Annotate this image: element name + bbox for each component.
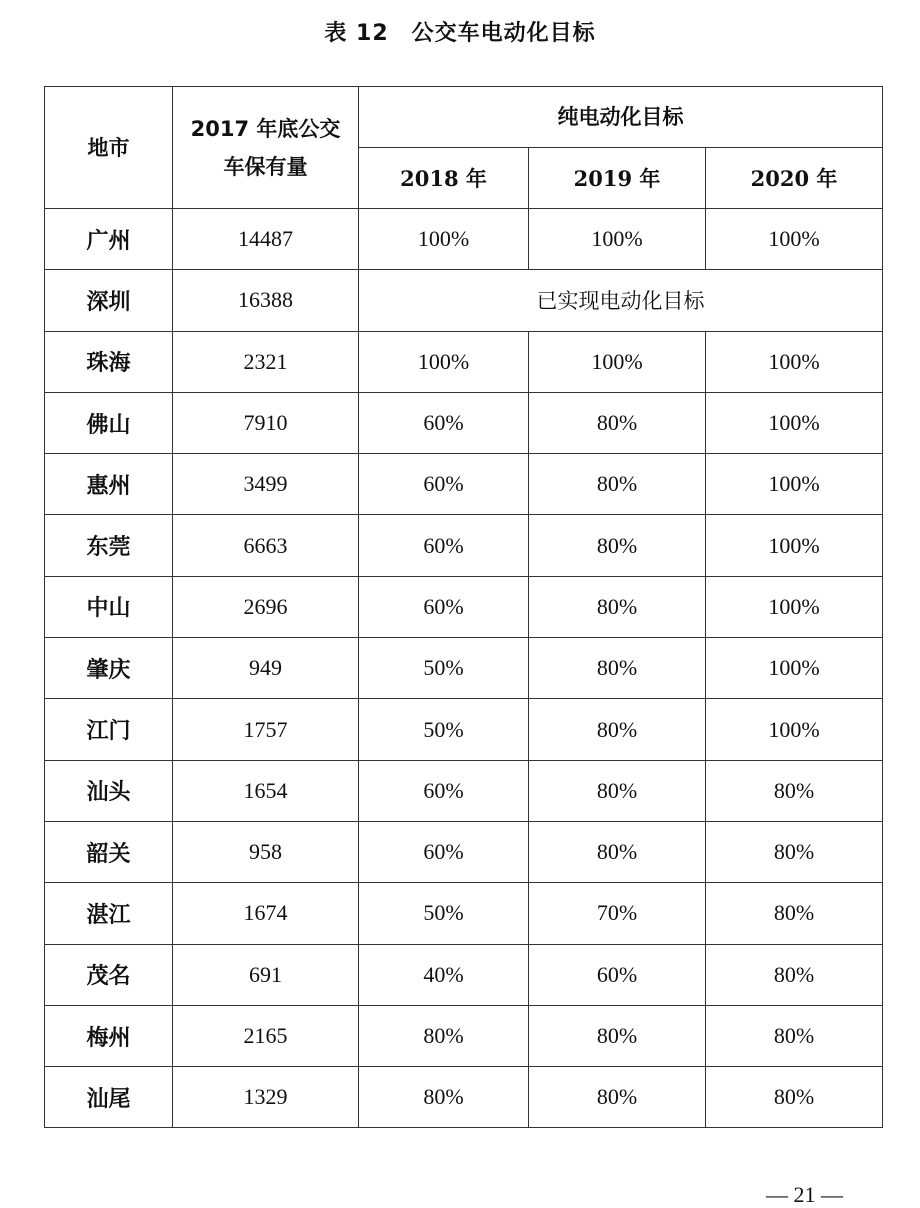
- target-2018-cell: 60%: [359, 576, 529, 637]
- fleet-cell: 14487: [173, 209, 359, 270]
- target-2018-cell: 50%: [359, 638, 529, 699]
- target-2019-cell: 100%: [529, 331, 706, 392]
- target-2020-cell: 100%: [706, 576, 883, 637]
- target-2020-cell: 100%: [706, 209, 883, 270]
- fleet-cell: 2165: [173, 1005, 359, 1066]
- target-2018-cell: 60%: [359, 760, 529, 821]
- header-year-2019: 2019 年: [529, 148, 706, 209]
- target-2020-cell: 80%: [706, 1005, 883, 1066]
- header-fleet-line1: 2017 年底公交: [190, 116, 341, 141]
- bus-electrification-table: [44, 86, 883, 1128]
- fleet-cell: 2696: [173, 576, 359, 637]
- header-fleet-2017: [173, 87, 359, 209]
- city-cell: 江门: [45, 699, 173, 760]
- fleet-cell: 3499: [173, 454, 359, 515]
- fleet-cell: 7910: [173, 392, 359, 453]
- city-cell: 湛江: [45, 883, 173, 944]
- target-2020-cell: 80%: [706, 1067, 883, 1128]
- table-row: [45, 392, 883, 453]
- target-2018-cell: 80%: [359, 1067, 529, 1128]
- fleet-cell: 6663: [173, 515, 359, 576]
- table-row: [45, 1005, 883, 1066]
- table-row: [45, 944, 883, 1005]
- target-2019-cell: 70%: [529, 883, 706, 944]
- fleet-cell: 1654: [173, 760, 359, 821]
- merged-note-cell: 已实现电动化目标: [359, 270, 883, 331]
- table-row: [45, 576, 883, 637]
- target-2019-cell: 80%: [529, 576, 706, 637]
- table-row: [45, 454, 883, 515]
- target-2018-cell: 50%: [359, 699, 529, 760]
- header-year-2018: 2018 年: [359, 148, 529, 209]
- target-2018-cell: 40%: [359, 944, 529, 1005]
- table-row: [45, 209, 883, 270]
- target-2018-cell: 100%: [359, 209, 529, 270]
- city-cell: 中山: [45, 576, 173, 637]
- table-row: [45, 699, 883, 760]
- city-cell: 汕头: [45, 760, 173, 821]
- table-row: [45, 883, 883, 944]
- city-cell: 梅州: [45, 1005, 173, 1066]
- target-2018-cell: 100%: [359, 331, 529, 392]
- target-2019-cell: 80%: [529, 1067, 706, 1128]
- fleet-cell: 1674: [173, 883, 359, 944]
- target-2019-cell: 80%: [529, 699, 706, 760]
- table-row: [45, 821, 883, 882]
- table-row: [45, 638, 883, 699]
- target-2020-cell: 100%: [706, 392, 883, 453]
- target-2020-cell: 100%: [706, 331, 883, 392]
- target-2020-cell: 100%: [706, 699, 883, 760]
- city-cell: 惠州: [45, 454, 173, 515]
- header-city: 地市: [45, 87, 173, 209]
- target-2019-cell: 100%: [529, 209, 706, 270]
- city-cell: 汕尾: [45, 1067, 173, 1128]
- page-number: — 21 —: [766, 1182, 843, 1207]
- fleet-cell: 16388: [173, 270, 359, 331]
- target-2019-cell: 80%: [529, 454, 706, 515]
- target-2019-cell: 80%: [529, 760, 706, 821]
- city-cell: 珠海: [45, 331, 173, 392]
- table-row: [45, 515, 883, 576]
- target-2020-cell: 80%: [706, 760, 883, 821]
- target-2018-cell: 60%: [359, 515, 529, 576]
- target-2020-cell: 80%: [706, 944, 883, 1005]
- header-year-2020: 2020 年: [706, 148, 883, 209]
- target-2018-cell: 60%: [359, 821, 529, 882]
- fleet-cell: 2321: [173, 331, 359, 392]
- target-2019-cell: 80%: [529, 638, 706, 699]
- target-2020-cell: 100%: [706, 515, 883, 576]
- table-row: [45, 1067, 883, 1128]
- header-target-group: 纯电动化目标: [359, 87, 883, 148]
- target-2019-cell: 60%: [529, 944, 706, 1005]
- table-row: [45, 270, 883, 331]
- target-2019-cell: 80%: [529, 821, 706, 882]
- fleet-cell: 958: [173, 821, 359, 882]
- table-row: [45, 331, 883, 392]
- city-cell: 广州: [45, 209, 173, 270]
- city-cell: 深圳: [45, 270, 173, 331]
- city-cell: 佛山: [45, 392, 173, 453]
- city-cell: 韶关: [45, 821, 173, 882]
- fleet-cell: 1329: [173, 1067, 359, 1128]
- target-2020-cell: 80%: [706, 821, 883, 882]
- target-2018-cell: 60%: [359, 392, 529, 453]
- city-cell: 肇庆: [45, 638, 173, 699]
- target-2020-cell: 80%: [706, 883, 883, 944]
- table-caption: 表 12 公交车电动化目标: [324, 21, 596, 46]
- target-2019-cell: 80%: [529, 392, 706, 453]
- target-2020-cell: 100%: [706, 454, 883, 515]
- table-row: [45, 760, 883, 821]
- target-2019-cell: 80%: [529, 515, 706, 576]
- city-cell: 东莞: [45, 515, 173, 576]
- target-2018-cell: 50%: [359, 883, 529, 944]
- fleet-cell: 949: [173, 638, 359, 699]
- target-2018-cell: 60%: [359, 454, 529, 515]
- fleet-cell: 1757: [173, 699, 359, 760]
- city-cell: 茂名: [45, 944, 173, 1005]
- target-2019-cell: 80%: [529, 1005, 706, 1066]
- fleet-cell: 691: [173, 944, 359, 1005]
- target-2020-cell: 100%: [706, 638, 883, 699]
- target-2018-cell: 80%: [359, 1005, 529, 1066]
- header-fleet-line2: 车保有量: [223, 154, 308, 179]
